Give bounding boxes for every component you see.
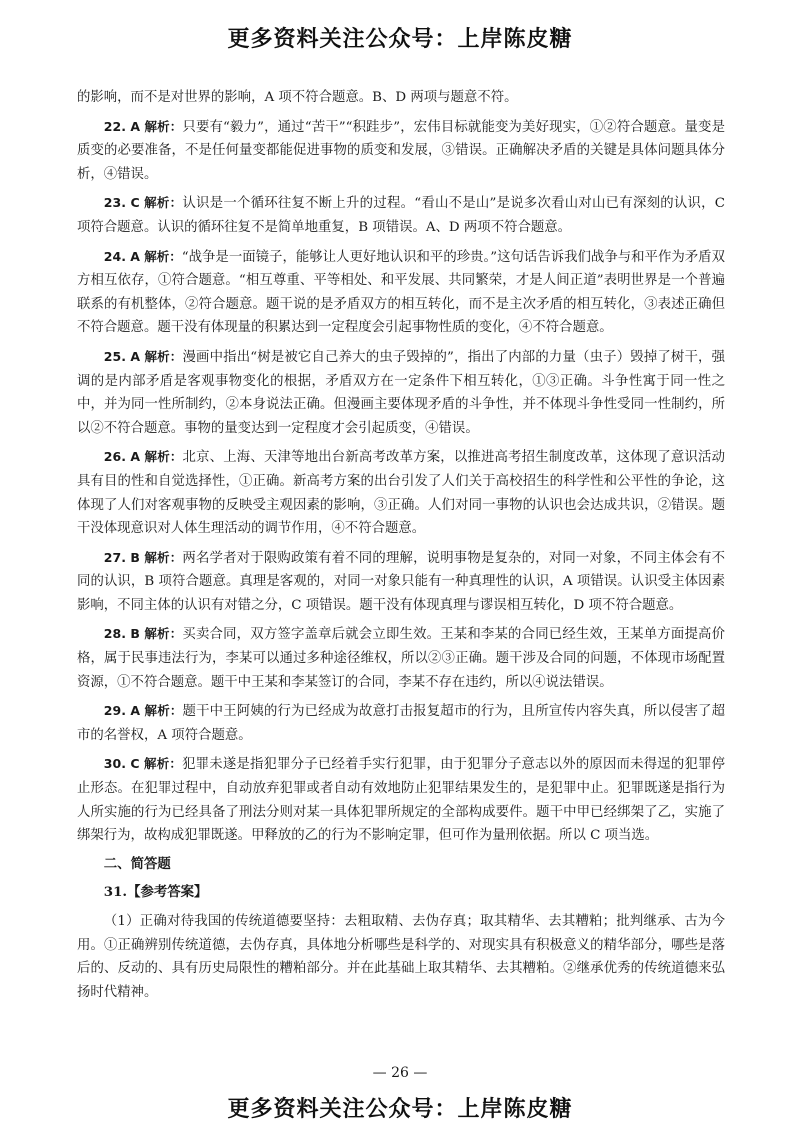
- continued-paragraph: 的影响，而不是对世界的影响，A 项不符合题意。B、D 两项与题意不符。: [77, 90, 518, 105]
- page-content: [77, 86, 725, 1009]
- answer-letter: A: [130, 449, 141, 465]
- question-number: 22.: [103, 118, 126, 134]
- answer-25: [77, 345, 725, 440]
- answer-letter: B: [130, 626, 140, 642]
- analysis-text: 认识是一个循环往复不断上升的过程。“看山不是山”是说多次看山对山已有深刻的认识，C 项符合题意。认识的循环往复不是简单地重复，B 项错误。A、D 两项不符合题意。: [77, 196, 726, 235]
- answer-letter: A: [130, 348, 141, 364]
- answer-letter: A: [130, 118, 141, 134]
- question-number: 25.: [103, 348, 126, 364]
- analysis-label: 解析：: [144, 703, 183, 719]
- answer-28: [77, 622, 725, 694]
- analysis-text: 只要有“毅力”，通过“苦干”“积跬步”，宏伟目标就能变为美好现实，①②符合题意。量变是质变的必要准备，不是任何量变都能促进事物的质变和发展，③错误。正确解决矛盾的关键是具体问题具体分析，④错误。: [77, 119, 725, 182]
- analysis-label: 解析：: [144, 449, 183, 465]
- question-number: 27.: [103, 549, 126, 565]
- analysis-text: 北京、上海、天津等地出台新高考改革方案，以推进高考招生制度改革，这体现了意识活动具有目的性和自觉选择性，①正确。新高考方案的出台引发了人们关于高校招生的科学性和公平性的争论，这体现了人们对客观事物的反映受主观因素的影响，③正确。人们对同一事物的认识也会达成共识，②错误。题干没体现意识对人体生理活动的调节作用，④不符合题意。: [77, 450, 725, 537]
- answer-26: [77, 445, 725, 540]
- top-banner: 更多资料关注公众号：上岸陈皮糖: [227, 27, 573, 52]
- q31-heading: 31.【参考答案】: [103, 884, 208, 901]
- analysis-label: 解析：: [144, 248, 182, 264]
- answer-22: [77, 115, 725, 187]
- section-title: 二、简答题: [103, 855, 171, 872]
- answer-letter: C: [130, 756, 140, 772]
- analysis-text: “战争是一面镜子，能够让人更好地认识和平的珍贵。”这句话告诉我们战争与和平作为矛盾双方相互依存，①符合题意。“相互尊重、平等相处、和平发展、共同繁荣，才是人间正道”表明世界是一个普遍联系的有机整体，②符合题意。题干说的是矛盾双方的相互转化，而不是主次矛盾的相互转化，③表述正确但不符合题意。题干没有体现量的积累达到一定程度会引起事物性质的变化，④不符合题意。: [77, 249, 725, 336]
- question-number: 24.: [103, 248, 126, 264]
- answer-27: [77, 546, 725, 618]
- answer-letter: A: [130, 703, 141, 719]
- q31-answer: （1）正确对待我国的传统道德要坚持：去粗取精、去伪存真；取其精华、去其糟粕；批判继承、古为今用。①正确辨别传统道德，去伪存真，具体地分析哪些是科学的、对现实具有积极意义的精华部分，哪些是落后的、反动的、具有历史局限性的糟粕部分。并在此基础上取其精华、去其糟粕。②继承优秀的传统道德来弘扬时代精神。: [77, 914, 725, 1000]
- answer-letter: C: [130, 195, 140, 211]
- analysis-label: 解析：: [144, 195, 183, 211]
- question-number: 23.: [103, 195, 126, 211]
- analysis-text: 买卖合同，双方签字盖章后就会立即生效。王某和李某的合同已经生效，王某单方面提高价格，属于民事违法行为，李某可以通过多种途径维权，所以②③正确。题干涉及合同的问题，不体现市场配置资源，①不符合题意。题干中王某和李某签订的合同，李某不存在违约，所以④说法错误。: [77, 627, 725, 690]
- analysis-label: 解析：: [144, 118, 183, 134]
- bottom-banner: 更多资料关注公众号：上岸陈皮糖: [227, 1097, 573, 1122]
- answer-letter: B: [130, 549, 140, 565]
- question-number: 30.: [103, 756, 126, 772]
- analysis-text: 题干中王阿姨的行为已经成为故意打击报复超市的行为，且所宣传内容失真，所以侵害了超市的名誉权，A 项符合题意。: [77, 704, 725, 743]
- question-number: 28.: [103, 626, 126, 642]
- answer-30: [77, 752, 725, 847]
- analysis-label: 解析：: [144, 549, 183, 565]
- question-number: 29.: [103, 703, 126, 719]
- analysis-label: 解析：: [144, 626, 183, 642]
- analysis-text: 两名学者对于限购政策有着不同的理解，说明事物是复杂的，对同一对象，不同主体会有不同的认识，B 项符合题意。真理是客观的，对同一对象只能有一种真理性的认识，A 项错误。认识受主体因素影响，不同主体的认识有对错之分，C 项错误。题干没有体现真理与谬误相互转化，D 项不符合题意。: [77, 550, 725, 613]
- answer-letter: A: [130, 248, 140, 264]
- analysis-text: 犯罪未遂是指犯罪分子已经着手实行犯罪，由于犯罪分子意志以外的原因而未得逞的犯罪停止形态。在犯罪过程中，自动放弃犯罪或者自动有效地防止犯罪结果发生的，是犯罪中止。犯罪既遂是指行为人所实施的行为已经具备了刑法分则对某一具体犯罪所规定的全部构成要件。题干中甲已经绑架了乙，实施了绑架行为，故构成犯罪既遂。甲释放的乙的行为不影响定罪，但可作为量刑依据。所以 C 项当选。: [77, 757, 725, 844]
- answer-23: [77, 191, 725, 239]
- page-number: — 26 —: [372, 1065, 428, 1081]
- answer-29: [77, 699, 725, 747]
- analysis-label: 解析：: [144, 756, 183, 772]
- answer-24: [77, 245, 725, 340]
- question-number: 26.: [103, 449, 126, 465]
- analysis-label: 解析：: [144, 348, 183, 364]
- analysis-text: 漫画中指出“树是被它自己养大的虫子毁掉的”，指出了内部的力量（虫子）毁掉了树干，强调的是内部矛盾是客观事物变化的根据，矛盾双方在一定条件下相互转化，①③正确。斗争性寓于同一性之中，并为同一性所制约，②本身说法正确。但漫画主要体现矛盾的斗争性，并不体现斗争性受同一性制约，所以②不符合题意。事物的量变达到一定程度才会引起质变，④错误。: [77, 349, 725, 436]
